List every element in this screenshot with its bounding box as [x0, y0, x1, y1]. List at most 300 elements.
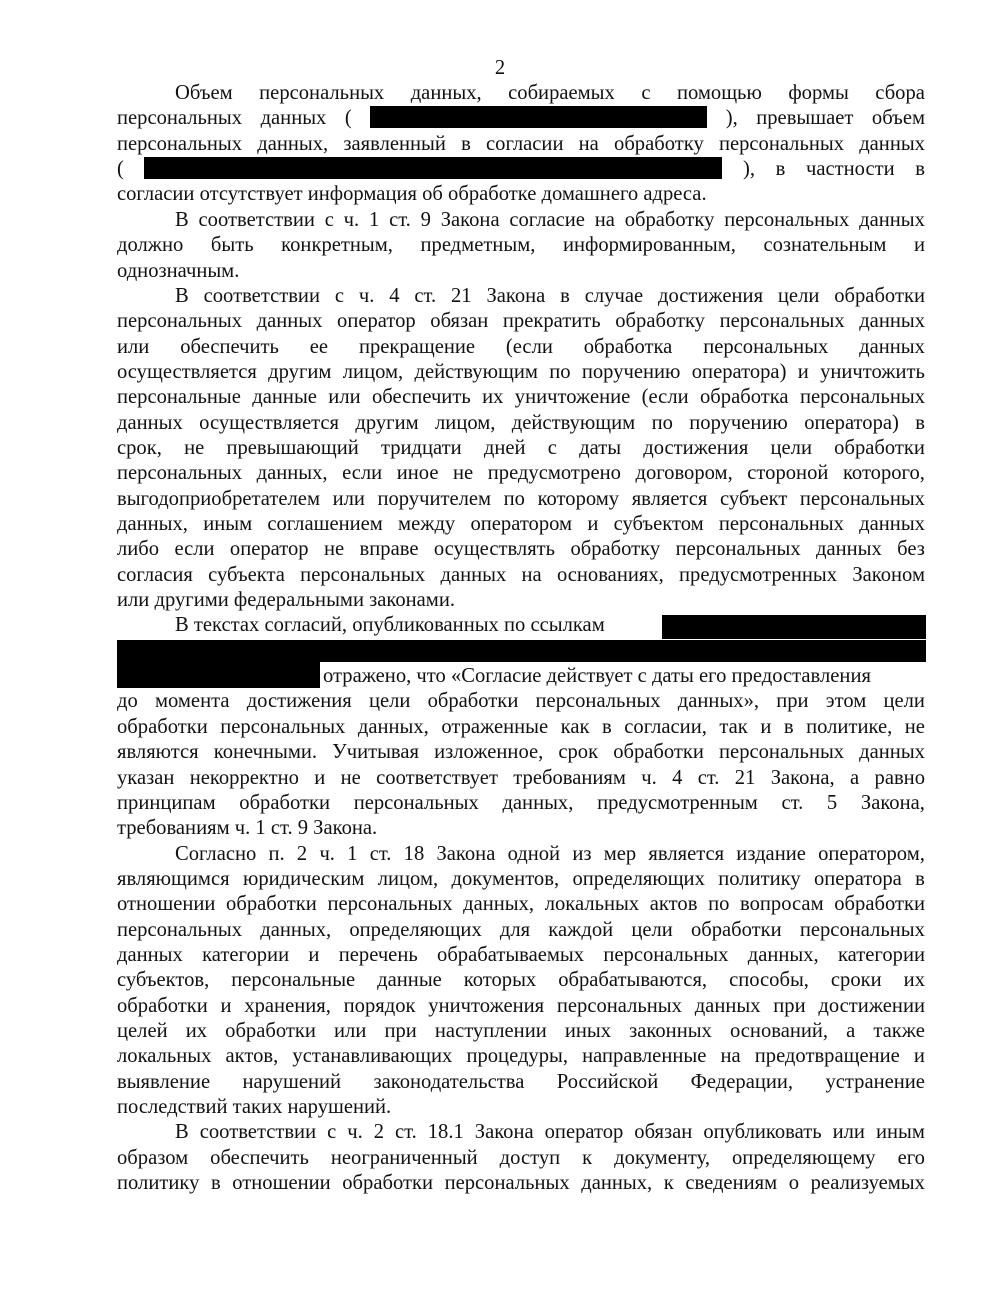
- word: персональных: [327, 893, 453, 916]
- word: для: [499, 918, 531, 941]
- word: сроки: [830, 969, 882, 992]
- word: Законом: [852, 563, 925, 586]
- word: принципам: [117, 791, 216, 814]
- word: выгодоприобретателем: [117, 487, 320, 510]
- word: ),: [725, 107, 738, 130]
- text-line: [117, 1044, 925, 1069]
- word: наступлении: [434, 1020, 547, 1042]
- word: обработки: [342, 1172, 433, 1194]
- word: на: [594, 208, 615, 231]
- word: поручению: [581, 360, 681, 383]
- word: соответствии: [198, 208, 315, 231]
- word: осуществляется: [199, 411, 339, 434]
- word: целей: [117, 1020, 168, 1042]
- text-line: однозначным.: [117, 259, 240, 282]
- word: изложенное,: [434, 741, 544, 764]
- word: персональных: [300, 563, 426, 586]
- word: этом: [825, 690, 867, 713]
- word: персональных: [719, 741, 845, 764]
- word: (если: [641, 386, 689, 409]
- word: быть: [210, 234, 254, 257]
- word: или: [334, 1020, 367, 1042]
- word: обработки: [834, 436, 925, 459]
- word: персональных: [719, 310, 845, 333]
- word: цели: [631, 918, 673, 941]
- word: документу,: [614, 1146, 710, 1169]
- text-line: [117, 106, 925, 131]
- text-line: [117, 132, 925, 157]
- word: обработки: [117, 715, 208, 738]
- word: осуществлять: [433, 538, 556, 561]
- word: лицом,: [342, 360, 404, 383]
- word: обработка: [583, 335, 673, 358]
- word: политике,: [806, 715, 893, 738]
- word: стороной: [747, 462, 829, 485]
- word: другим: [355, 411, 419, 434]
- word: данных: [859, 310, 925, 333]
- word: действующим: [511, 411, 636, 434]
- word: обязан: [634, 1121, 693, 1144]
- word: данных,: [410, 82, 482, 104]
- word: и: [913, 234, 925, 257]
- word: или: [328, 386, 361, 409]
- text-line: [117, 689, 925, 714]
- text-line: [117, 360, 925, 385]
- word: данных,: [260, 918, 332, 941]
- word: указан: [117, 766, 175, 789]
- word: оператора: [813, 867, 902, 890]
- word: обработки: [834, 893, 925, 916]
- text-line: В текстах согласий, опубликованных по ссылкам: [175, 614, 605, 637]
- word: категории: [202, 943, 290, 966]
- word: персональных: [117, 107, 243, 130]
- word: оснований,: [729, 1020, 829, 1042]
- text-line: [117, 715, 925, 740]
- word: в: [915, 158, 925, 181]
- text-line: [175, 284, 925, 309]
- word: ч.: [347, 1121, 363, 1144]
- word: согласии: [486, 132, 564, 155]
- word: поручителем: [377, 487, 492, 510]
- text-line: [117, 918, 925, 943]
- word: данные: [377, 969, 442, 992]
- word: ст.: [369, 842, 392, 865]
- page-number: 2: [494, 57, 506, 79]
- word: до: [117, 690, 138, 713]
- word: соответствии: [199, 1121, 317, 1144]
- word: с: [641, 82, 651, 104]
- word: 2: [373, 1121, 385, 1144]
- word: данных,: [257, 132, 329, 155]
- word: Закона,: [770, 766, 835, 789]
- word: в: [461, 132, 471, 155]
- text-line: последствий таких нарушений.: [117, 1096, 392, 1118]
- text-line: [117, 537, 925, 562]
- word: срок: [558, 741, 599, 764]
- word: Объем: [175, 82, 233, 104]
- word: или: [332, 487, 365, 510]
- word: которого,: [842, 462, 925, 485]
- word: по: [651, 411, 673, 434]
- redaction-block-3: [117, 662, 320, 688]
- word: персональных: [718, 132, 844, 155]
- word: документов,: [451, 867, 560, 890]
- word: предусмотрено: [487, 462, 621, 485]
- word: персональных: [724, 208, 850, 231]
- word: их: [185, 1020, 208, 1042]
- word: информированным,: [562, 234, 736, 257]
- word: иных: [564, 1020, 612, 1042]
- word: являются: [117, 741, 199, 764]
- word: персональных: [556, 994, 682, 1017]
- text-line: [117, 740, 925, 765]
- word: достижения: [657, 284, 764, 307]
- word: обработки: [690, 918, 782, 941]
- word: данных,: [256, 462, 328, 485]
- word: а: [850, 766, 860, 789]
- word: издание: [736, 842, 806, 865]
- redaction-block-2: [117, 640, 926, 662]
- word: опубликовать: [703, 1121, 822, 1144]
- word: оператора): [804, 411, 899, 434]
- word: вопросам: [740, 893, 824, 916]
- word: обеспечить: [372, 386, 471, 409]
- word: согласие: [509, 208, 585, 231]
- text-line: [117, 1146, 925, 1171]
- word: в: [915, 867, 925, 890]
- word: Закона: [486, 284, 546, 307]
- word: Согласно: [175, 842, 257, 865]
- word: достижения: [246, 690, 352, 713]
- word: с: [334, 284, 344, 307]
- word: персональных: [353, 791, 479, 814]
- word: политику: [718, 867, 801, 890]
- word: частности: [805, 158, 895, 181]
- word: и: [587, 513, 599, 535]
- word: согласия: [117, 563, 193, 586]
- word: перечень: [338, 943, 418, 966]
- word: момента: [154, 690, 230, 713]
- word: не: [453, 462, 474, 485]
- word: действующим: [414, 360, 538, 383]
- word: данных,: [357, 715, 429, 738]
- word: в: [775, 158, 786, 181]
- text-line: [117, 233, 925, 258]
- word: данных: [117, 411, 183, 434]
- word: обработка: [700, 386, 789, 409]
- text-line: [117, 1019, 925, 1044]
- text-line: [117, 766, 925, 791]
- word: актов,: [225, 1045, 279, 1068]
- redaction-block-1: [662, 615, 926, 639]
- word: локальных: [117, 1045, 212, 1068]
- word: одной: [507, 842, 561, 865]
- word: и: [913, 1045, 925, 1068]
- word: юридическим: [242, 867, 365, 890]
- word: уничтожение: [514, 386, 631, 409]
- word: случае: [584, 284, 644, 307]
- word: согласии,: [624, 715, 707, 738]
- text-line: [175, 842, 925, 867]
- word: персональные: [117, 386, 241, 409]
- text-line: [117, 943, 925, 968]
- word: осуществляется: [117, 360, 257, 383]
- word: предметным,: [420, 234, 536, 257]
- text-line: [117, 411, 925, 436]
- word: данных,: [117, 513, 188, 535]
- word: обработки: [427, 690, 519, 713]
- word: 18.1: [427, 1121, 464, 1144]
- word: 21: [734, 766, 756, 789]
- word: по: [503, 487, 525, 510]
- word: реализуемых: [810, 1172, 925, 1194]
- word: данные: [252, 386, 317, 409]
- text-line: [117, 1171, 925, 1196]
- word: требованиям: [513, 766, 626, 789]
- text-line: [117, 487, 925, 512]
- text-line: согласии отсутствует информация об обработке домашнего адреса.: [117, 183, 707, 206]
- word: персональных: [675, 538, 801, 561]
- word: соглашением: [267, 513, 383, 535]
- word: обработки: [834, 284, 925, 307]
- word: процедуры,: [466, 1045, 568, 1068]
- word: не: [904, 715, 925, 738]
- word: обрабатываются,: [558, 969, 708, 992]
- word: достижении: [818, 994, 925, 1017]
- word: оператор: [544, 1121, 624, 1144]
- word: нарушений: [242, 1070, 342, 1093]
- word: данных: [260, 107, 327, 130]
- word: как: [560, 715, 590, 738]
- word: должно: [117, 234, 184, 257]
- word: субъект: [719, 487, 788, 510]
- word: прекратить: [502, 310, 601, 333]
- word: субъекта: [208, 563, 285, 586]
- word: лицом,: [435, 411, 496, 434]
- word: другим: [268, 360, 332, 383]
- word: данных: [859, 335, 925, 358]
- word: на: [521, 563, 542, 586]
- word: персональных: [535, 690, 661, 713]
- redaction-block: [144, 157, 722, 179]
- word: и: [760, 715, 772, 738]
- word: иным: [875, 1121, 925, 1144]
- word: в: [560, 284, 570, 307]
- word: Закона,: [860, 791, 925, 814]
- word: поручению: [689, 411, 788, 434]
- word: данных,: [581, 1172, 653, 1194]
- word: субъектов,: [117, 969, 210, 992]
- word: иное: [396, 462, 439, 485]
- word: лицом,: [377, 867, 439, 890]
- word: сведениям: [685, 1172, 778, 1194]
- word: которых: [463, 969, 537, 992]
- word: персональных: [259, 82, 385, 104]
- word: по: [708, 893, 730, 916]
- word: превышает: [756, 107, 854, 130]
- word: категории: [837, 943, 925, 966]
- word: формы: [788, 82, 849, 104]
- word: иным: [203, 513, 253, 535]
- word: оператор: [337, 310, 416, 333]
- word: его: [897, 1146, 925, 1169]
- word: ч.: [319, 842, 335, 865]
- word: так: [719, 715, 748, 738]
- word: оператор: [229, 538, 309, 561]
- word: персональных: [799, 487, 925, 510]
- word: актов: [649, 893, 698, 916]
- word: дней: [483, 436, 526, 459]
- word: хранения,: [244, 994, 331, 1017]
- word: ст.: [781, 791, 804, 814]
- word: данных: [256, 310, 323, 333]
- word: 21: [450, 284, 472, 307]
- word: основаниях,: [556, 563, 664, 586]
- word: не: [323, 538, 345, 561]
- word: вправе: [359, 538, 419, 561]
- word: ч.: [358, 284, 375, 307]
- word: является: [631, 487, 708, 510]
- word: а: [846, 1020, 856, 1042]
- text-line: [117, 867, 925, 892]
- text-line: [175, 208, 925, 233]
- word: отношении: [117, 893, 216, 916]
- word: обработку: [614, 132, 704, 155]
- word: Закона: [436, 842, 496, 865]
- word: соответствует: [376, 766, 498, 789]
- word: сбора: [875, 82, 925, 104]
- text-line: [117, 994, 925, 1019]
- word: некорректно: [189, 766, 299, 789]
- word: оператора): [691, 360, 787, 383]
- word: о: [788, 1172, 799, 1194]
- text-line: [117, 436, 925, 461]
- word: В: [175, 284, 189, 307]
- text-line: [175, 81, 925, 106]
- word: если: [174, 538, 215, 561]
- word: из: [572, 842, 592, 865]
- word: в: [783, 715, 794, 738]
- word: если: [342, 462, 383, 485]
- word: определяющих: [572, 867, 705, 890]
- word: обработки: [117, 994, 208, 1017]
- word: ст.: [414, 284, 437, 307]
- word: определяющему: [732, 1146, 876, 1169]
- word: цели: [368, 690, 411, 713]
- word: обеспечить: [210, 1146, 309, 1169]
- word: законных: [629, 1020, 712, 1042]
- word: являющимся: [117, 867, 230, 890]
- word: ч.: [343, 208, 360, 231]
- word: без: [897, 538, 925, 561]
- word: является: [648, 842, 725, 865]
- word: 2: [296, 842, 308, 865]
- word: их: [903, 969, 925, 992]
- word: данных,: [502, 791, 574, 814]
- word: ст.: [697, 766, 720, 789]
- word: обработку: [570, 538, 661, 561]
- word: обработку: [624, 208, 715, 231]
- word: мер: [603, 842, 637, 865]
- word: законодательства: [373, 1070, 525, 1093]
- word: даты: [579, 436, 622, 459]
- word: персональных: [444, 1172, 570, 1194]
- word: не: [184, 436, 205, 459]
- word: ст.: [395, 1121, 417, 1144]
- word: каждой: [548, 918, 614, 941]
- word: данных: [816, 538, 882, 561]
- word: заявленный: [343, 132, 446, 155]
- word: предотвращение: [754, 1045, 900, 1068]
- word: или: [117, 335, 150, 358]
- word: обработки: [613, 741, 704, 764]
- word: неограниченный: [330, 1146, 478, 1169]
- text-line: [117, 385, 925, 410]
- word: данных,: [747, 943, 819, 966]
- word: договором,: [635, 462, 733, 485]
- word: в: [602, 715, 612, 738]
- word: 9: [420, 208, 431, 231]
- word: при: [773, 994, 806, 1017]
- word: с: [324, 208, 334, 231]
- word: персональных: [117, 132, 243, 155]
- word: цели: [770, 436, 812, 459]
- word: 4: [389, 284, 400, 307]
- word: политику: [117, 1172, 200, 1194]
- word: персональных: [718, 513, 844, 535]
- word: данных: [859, 513, 925, 535]
- word: Федерации,: [690, 1070, 794, 1093]
- word: обрабатываемых: [437, 943, 585, 966]
- word: выявление: [117, 1070, 211, 1093]
- word: персональных: [117, 310, 243, 333]
- word: отраженные: [441, 715, 549, 738]
- word: при: [776, 690, 809, 713]
- redaction-block: [370, 106, 707, 128]
- word: конечными.: [213, 741, 318, 764]
- word: прекращение: [358, 335, 476, 358]
- text-line: [117, 309, 925, 334]
- word: и: [308, 943, 320, 966]
- word: данных: [440, 563, 507, 586]
- text-line: [117, 892, 925, 917]
- word: данных: [117, 943, 183, 966]
- word: персональных: [703, 335, 829, 358]
- word: доступ: [499, 1146, 561, 1169]
- text-line: или другими федеральными законами.: [117, 589, 456, 611]
- word: образом: [117, 1146, 189, 1169]
- word: (если: [505, 335, 553, 358]
- word: Учитывая: [332, 741, 420, 764]
- text-line: [175, 1120, 925, 1145]
- text-line: [117, 968, 925, 993]
- word: достижения: [643, 436, 749, 459]
- text-line: [117, 157, 925, 182]
- word: с: [327, 1121, 337, 1144]
- word: уничтожения: [428, 994, 545, 1017]
- word: данных»,: [677, 690, 760, 713]
- word: Закона: [440, 208, 500, 231]
- word: 4: [672, 766, 683, 789]
- word: и: [220, 994, 232, 1017]
- word: сознательным: [763, 234, 887, 257]
- word: направленные: [582, 1045, 707, 1068]
- word: при: [384, 1020, 417, 1042]
- word: Российской: [556, 1070, 659, 1093]
- word: помощью: [676, 82, 762, 104]
- word: и: [314, 766, 326, 789]
- word: к: [582, 1146, 593, 1169]
